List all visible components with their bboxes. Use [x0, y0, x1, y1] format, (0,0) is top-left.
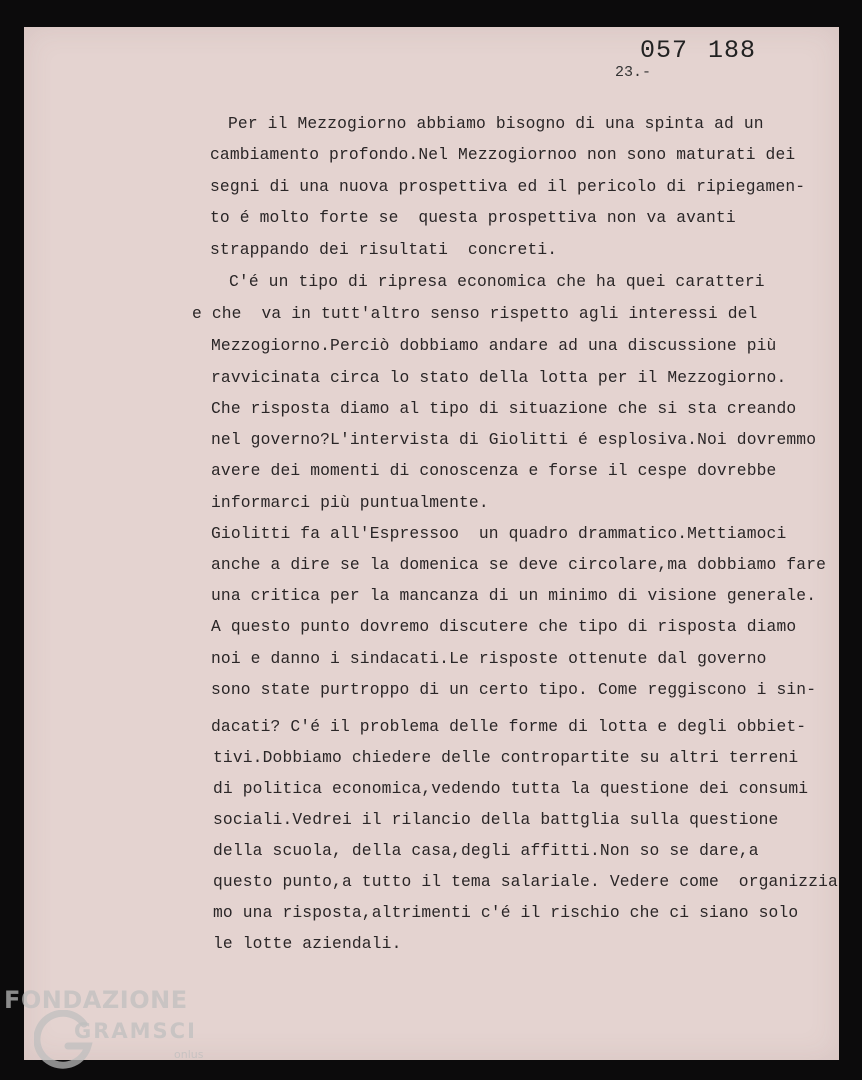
text-line: sociali.Vedrei il rilancio della battglia sulla questione — [213, 810, 779, 829]
text-line: C'é un tipo di ripresa economica che ha quei caratteri — [229, 272, 765, 291]
text-line: le lotte aziendali. — [213, 934, 402, 953]
text-line: una critica per la mancanza di un minimo di visione generale. — [211, 586, 817, 605]
text-line: cambiamento profondo.Nel Mezzogiornoo non sono maturati dei — [210, 145, 796, 164]
text-line: questo punto,a tutto il tema salariale. Vedere come organizzia — [213, 872, 838, 891]
text-line: anche a dire se la domenica se deve circolare,ma dobbiamo fare — [211, 555, 827, 574]
watermark-line3: onlus — [174, 1048, 204, 1061]
text-line: A questo punto dovremo discutere che tipo di risposta diamo — [211, 617, 797, 636]
archive-number-2: 188 — [708, 36, 757, 65]
text-line: Per il Mezzogiorno abbiamo bisogno di una spinta ad un — [228, 114, 764, 133]
text-line: Giolitti fa all'Espressoo un quadro drammatico.Mettiamoci — [211, 524, 787, 543]
text-line: segni di una nuova prospettiva ed il pericolo di ripiegamen- — [210, 177, 806, 196]
text-line: tivi.Dobbiamo chiedere delle contropartite su altri terreni — [213, 748, 799, 767]
text-line: nel governo?L'intervista di Giolitti é esplosiva.Noi dovremmo — [211, 430, 817, 449]
archive-number — [640, 36, 756, 65]
text-line: strappando dei risultati concreti. — [210, 240, 558, 259]
text-line: ravvicinata circa lo stato della lotta per il Mezzogiorno. — [211, 368, 787, 387]
page-number: 23.- — [615, 64, 652, 81]
text-line: Che risposta diamo al tipo di situazione che si sta creando — [211, 399, 797, 418]
text-line: e che va in tutt'altro senso rispetto agli interessi del — [192, 304, 758, 323]
text-line: to é molto forte se questa prospettiva non va avanti — [210, 208, 736, 227]
text-line: informarci più puntualmente. — [211, 493, 489, 512]
text-line: dacati? C'é il problema delle forme di lotta e degli obbiet- — [211, 717, 807, 736]
text-line: avere dei momenti di conoscenza e forse il cespe dovrebbe — [211, 461, 777, 480]
text-line: della scuola, della casa,degli affitti.Non so se dare,a — [213, 841, 759, 860]
watermark-line2: GRAMSCI — [74, 1019, 197, 1043]
text-line: sono state purtroppo di un certo tipo. Come reggiscono i sin- — [211, 680, 817, 699]
text-line: Mezzogiorno.Perciò dobbiamo andare ad una discussione più — [211, 336, 777, 355]
text-line: mo una risposta,altrimenti c'é il rischio che ci siano solo — [213, 903, 799, 922]
text-line: di politica economica,vedendo tutta la questione dei consumi — [213, 779, 809, 798]
text-line: noi e danno i sindacati.Le risposte ottenute dal governo — [211, 649, 767, 668]
watermark-line1: FONDAZIONE — [4, 986, 188, 1014]
archive-number-1: 057 — [640, 36, 689, 65]
